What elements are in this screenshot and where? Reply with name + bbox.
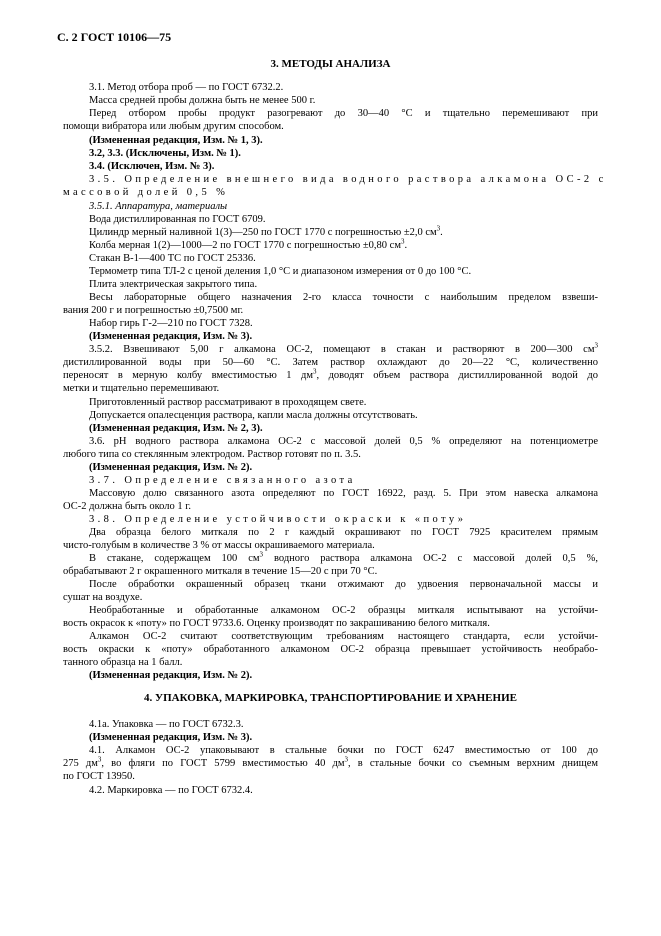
paragraph: После обработки окрашенный образец ткани отжимают до удвоения первоначальной массы и	[89, 579, 598, 590]
paragraph: по ГОСТ 13950.	[63, 771, 135, 782]
paragraph: переносят в мерную колбу вместимостью 1 $дм^3$, доводят объем раствора дистиллированной водой до	[63, 367, 598, 381]
amendment-note: (Измененная редакция, Изм. № 1, 3).	[89, 135, 263, 146]
subsection-heading: массовой долей 0,5 %	[63, 187, 229, 198]
paragraph: вания 200 г и погрешностью ±0,7500 мг.	[63, 305, 244, 316]
paragraph: обрабатывают 2 г окрашенного миткаля в течение 15—20 с при 70 °С.	[63, 566, 378, 577]
paragraph: 4.1. Алкамон ОС-2 упаковывают в стальные бочки по ГОСТ 6247 вместимостью от 100 до	[89, 745, 598, 756]
section-4-title: 4. УПАКОВКА, МАРКИРОВКА, ТРАНСПОРТИРОВАНИЕ И ХРАНЕНИЕ	[144, 692, 517, 704]
subsection-heading: 3.7. Определение связанного азота	[89, 475, 356, 486]
paragraph: Вода дистиллированная по ГОСТ 6709.	[89, 214, 266, 225]
paragraph: 275 $дм^3$, во фляги по ГОСТ 5799 вместимостью 40 $дм^3$, в стальные бочки со съемным верхним днищем	[63, 755, 598, 769]
amendment-note: (Измененная редакция, Изм. № 3).	[89, 732, 253, 743]
paragraph: танного образца на 1 балл.	[63, 657, 183, 668]
paragraph: 3.5.1. Аппаратура, материалы	[89, 201, 228, 212]
paragraph: метки и тщательно перемешивают.	[63, 383, 220, 394]
paragraph: чисто-голубым в количестве 3 % от массы окрашиваемого материала.	[63, 540, 375, 551]
paragraph: В стакане, содержащем 100 $см^3$ водного раствора алкамона ОС-2 с массовой долей 0,5 %,	[89, 550, 598, 564]
paragraph: 4.1а. Упаковка — по ГОСТ 6732.3.	[89, 719, 244, 730]
paragraph: Приготовленный раствор рассматривают в проходящем свете.	[89, 397, 367, 408]
paragraph: сушат на воздухе.	[63, 592, 143, 603]
paragraph: помощи вибратора или любым другим способом.	[63, 121, 284, 132]
paragraph: дистиллированной воды при 50—60 °С. Затем раствор охлаждают до 20—22 °С, количественно	[63, 357, 598, 368]
paragraph: Два образца белого миткаля по 2 г каждый окрашивают по ГОСТ 7925 красителем прямым	[89, 527, 598, 538]
paragraph: Цилиндр мерный наливной 1(3)—250 по ГОСТ 1770 с погрешностью ±2,0 $см^3$.	[89, 224, 443, 238]
paragraph: 3.1. Метод отбора проб — по ГОСТ 6732.2.	[89, 82, 284, 93]
paragraph: Допускается опалесценция раствора, капли масла должны отсутствовать.	[89, 410, 418, 421]
paragraph: Плита электрическая закрытого типа.	[89, 279, 258, 290]
paragraph: Перед отбором пробы продукт разогревают до 30—40 °С и тщательно перемешивают при	[89, 108, 598, 119]
amendment-note: 3.4. (Исключен, Изм. № 3).	[89, 161, 215, 172]
paragraph: Термометр типа ТЛ-2 с ценой деления 1,0 °С и диапазоном измерения от 0 до 100 °С.	[89, 266, 472, 277]
page-header: С. 2 ГОСТ 10106—75	[57, 30, 172, 44]
paragraph: Весы лабораторные общего назначения 2-го класса точности с наибольшим пределом взвеши-	[89, 292, 598, 303]
paragraph: Масса средней пробы должна быть не менее 500 г.	[89, 95, 316, 106]
paragraph: Необработанные и обработанные алкамоном ОС-2 образцы миткаля испытывают на устойчи-	[89, 605, 598, 616]
amendment-note: (Измененная редакция, Изм. № 2).	[89, 462, 253, 473]
paragraph: Колба мерная 1(2)—1000—2 по ГОСТ 1770 с погрешностью ±0,80 $см^3$.	[89, 237, 408, 251]
paragraph: 3.6. рН водного раствора алкамона ОС-2 с массовой долей 0,5 % определяют на потенциометре	[89, 436, 598, 447]
subsection-heading: 3.8. Определение устойчивости окраски к «поту»	[89, 514, 467, 525]
paragraph: Алкамон ОС-2 считают соответствующим требованиям настоящего стандарта, если устойчи-	[89, 631, 598, 642]
paragraph: вость окраски к «поту» обработанного алкамоном ОС-2 образца превышает устойчивость необрабо-	[63, 644, 598, 655]
paragraph: вость окрасок к «поту» по ГОСТ 9733.6. Оценку производят по закрашиванию белого миткаля.	[63, 618, 490, 629]
paragraph: 3.5.2. Взвешивают 5,00 г алкамона ОС-2, помещают в стакан и растворяют в 200—300 $см^3$	[89, 341, 598, 355]
amendment-note: (Измененная редакция, Изм. № 2, 3).	[89, 423, 263, 434]
paragraph: 4.2. Маркировка — по ГОСТ 6732.4.	[89, 785, 253, 796]
amendment-note: 3.2, 3.3. (Исключены, Изм. № 1).	[89, 148, 241, 159]
paragraph: ОС-2 должна быть около 1 г.	[63, 501, 192, 512]
paragraph: Набор гирь Г-2—210 по ГОСТ 7328.	[89, 318, 253, 329]
amendment-note: (Измененная редакция, Изм. № 2).	[89, 670, 253, 681]
paragraph: Массовую долю связанного азота определяют по ГОСТ 16922, разд. 5. При этом навеска алкамона	[89, 488, 598, 499]
paragraph: любого типа со стеклянным электродом. Раствор готовят по п. 3.5.	[63, 449, 361, 460]
section-3-title: 3. МЕТОДЫ АНАЛИЗА	[270, 58, 391, 70]
paragraph: Стакан В-1—400 ТС по ГОСТ 25336.	[89, 253, 256, 264]
subsection-heading: 3.5. Определение внешнего вида водного раствора алкамона ОС-2 с	[89, 174, 607, 185]
amendment-note: (Измененная редакция, Изм. № 3).	[89, 331, 253, 342]
